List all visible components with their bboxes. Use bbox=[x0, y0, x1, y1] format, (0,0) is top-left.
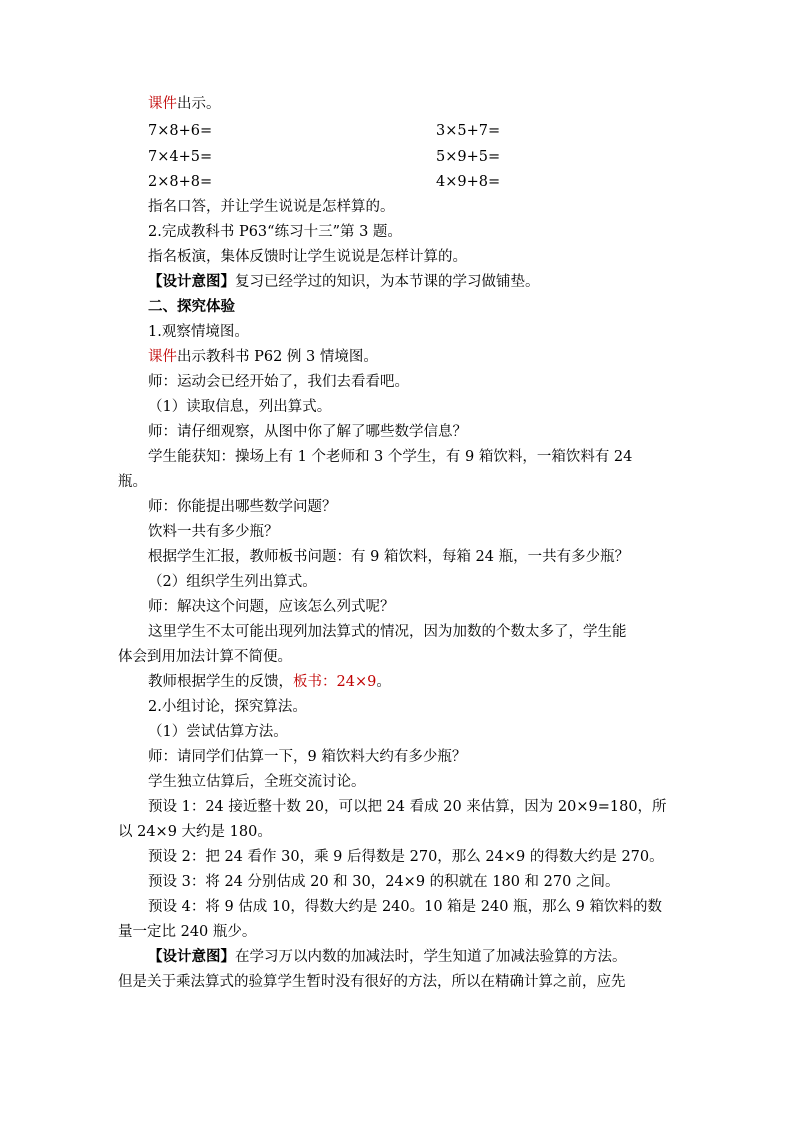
paragraph: 预设 3：将 24 分别估成 20 和 30，24×9 的积就在 180 和 270 之间。 bbox=[148, 874, 620, 890]
paragraph: 师：解决这个问题，应该怎么列式呢？ bbox=[148, 599, 395, 615]
design-intent: 【设计意图】在学习万以内数的加减法时，学生知道了加减法验算的方法。 bbox=[148, 948, 627, 965]
paragraph: （1）读取信息，列出算式。 bbox=[148, 399, 332, 415]
board-writing: 板书：24×9 bbox=[293, 674, 377, 690]
paragraph: 课件出示教科书 P62 例 3 情境图。 bbox=[148, 349, 378, 365]
paragraph: 学生独立估算后，全班交流讨论。 bbox=[148, 774, 366, 790]
equation: 4×9+8= bbox=[436, 174, 501, 190]
paragraph: 量一定比 240 瓶少。 bbox=[118, 924, 257, 940]
paragraph: 师：请同学们估算一下，9 箱饮料大约有多少瓶？ bbox=[148, 749, 467, 765]
paragraph: 瓶。 bbox=[118, 474, 147, 490]
paragraph: 学生能获知：操场上有 1 个老师和 3 个学生，有 9 箱饮料，一箱饮料有 24 bbox=[148, 449, 633, 465]
paragraph: 这里学生不太可能出现列加法算式的情况，因为加数的个数太多了，学生能 bbox=[148, 624, 627, 640]
equation: 7×8+6= bbox=[148, 123, 213, 139]
paragraph: 预设 2：把 24 看作 30，乘 9 后得数是 270，那么 24×9 的得数大约是 270。 bbox=[148, 849, 664, 865]
equation-row bbox=[148, 148, 501, 166]
paragraph: 指名口答，并让学生说说是怎样算的。 bbox=[148, 199, 395, 215]
equation: 2×8+8= bbox=[148, 174, 213, 190]
paragraph: 2.完成教科书 P63“练习十三”第 3 题。 bbox=[148, 224, 402, 240]
paragraph: 2.小组讨论，探究算法。 bbox=[148, 699, 307, 715]
section-heading: 二、探究体验 bbox=[148, 298, 235, 315]
paragraph: 根据学生汇报，教师板书问题：有 9 箱饮料，每箱 24 瓶，一共有多少瓶？ bbox=[148, 549, 630, 565]
paragraph: 以 24×9 大约是 180。 bbox=[118, 824, 272, 840]
design-intent: 【设计意图】复习已经学过的知识，为本节课的学习做铺垫。 bbox=[148, 273, 540, 290]
paragraph: 但是关于乘法算式的验算学生暂时没有很好的方法，所以在精确计算之前，应先 bbox=[118, 974, 626, 990]
equation: 3×5+7= bbox=[436, 123, 501, 139]
paragraph: 预设 4：将 9 估成 10，得数大约是 240。10 箱是 240 瓶，那么 9 箱饮料的数 bbox=[148, 899, 663, 915]
equation-row bbox=[148, 173, 501, 191]
paragraph: 预设 1：24 接近整十数 20，可以把 24 看成 20 来估算，因为 20×9=180，所 bbox=[148, 799, 667, 815]
courseware-label: 课件 bbox=[148, 96, 177, 112]
courseware-label: 课件 bbox=[148, 349, 177, 365]
equation: 7×4+5= bbox=[148, 149, 213, 165]
paragraph: 师：运动会已经开始了，我们去看看吧。 bbox=[148, 374, 409, 390]
paragraph: 师：请仔细观察，从图中你了解了哪些数学信息？ bbox=[148, 424, 467, 440]
paragraph: 课件出示。 bbox=[148, 96, 221, 112]
equation: 5×9+5= bbox=[436, 149, 501, 165]
paragraph: （2）组织学生列出算式。 bbox=[148, 574, 317, 590]
paragraph: 指名板演，集体反馈时让学生说说是怎样计算的。 bbox=[148, 249, 467, 265]
paragraph: 1.观察情境图。 bbox=[148, 324, 249, 340]
paragraph: 教师根据学生的反馈，板书：24×9。 bbox=[148, 674, 391, 690]
equation-row bbox=[148, 122, 501, 140]
paragraph: 体会到用加法计算不简便。 bbox=[118, 649, 292, 665]
paragraph: （1）尝试估算方法。 bbox=[148, 724, 288, 740]
paragraph: 师：你能提出哪些数学问题？ bbox=[148, 499, 337, 515]
paragraph: 饮料一共有多少瓶？ bbox=[148, 524, 279, 540]
